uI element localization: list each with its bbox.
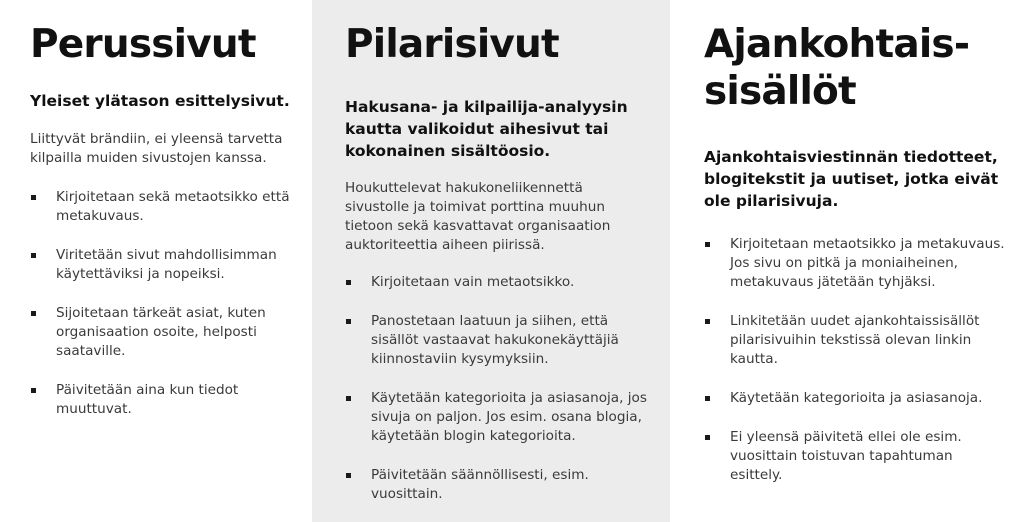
square-bullet-icon [31,253,36,258]
bullet-text: Päivitetään säännöllisesti, esim. vuosittain. [371,467,589,503]
bullet-text: Kirjoitetaan vain metaotsikko. [371,273,575,290]
square-bullet-icon [705,435,710,440]
square-bullet-icon [705,396,710,401]
bullet-item [345,466,648,504]
bullet-text: Käytetään kategorioita ja asiasanoja. [730,389,983,406]
column-title: Pilarisivut [345,22,559,67]
bullet-list [704,235,1006,485]
bullet-text: Kirjoitetaan metaotsikko ja metakuvaus. Jos sivu on pitkä ja moniaiheinen, metakuvaus jätetään tyhjäksi. [730,235,1005,290]
bullet-item [30,188,294,226]
bullet-item [704,312,1006,369]
bullet-list [345,273,648,504]
square-bullet-icon [705,242,710,247]
square-bullet-icon [346,319,351,324]
bullet-item [345,312,648,369]
square-bullet-icon [705,319,710,324]
square-bullet-icon [31,311,36,316]
bullet-text: Linkitetään uudet ajankohtaissisällöt pilarisivuihin tekstissä olevan linkin kautta. [730,312,980,367]
column-perussivut [0,0,312,522]
column-description: Houkuttelevat hakukoneliikennettä sivustolle ja toimivat porttina muuhun tietoon sekä kasvattavat organisaation auktoriteettia aiheen piirissä. [345,179,611,253]
bullet-text: Ei yleensä päivitetä ellei ole esim. vuosittain toistuvan tapahtuman esittely. [730,428,962,483]
bullet-text: Sijoitetaan tärkeät asiat, kuten organisaation osoite, helposti saataville. [56,304,266,360]
square-bullet-icon [31,388,36,393]
bullet-text: Käytetään kategorioita ja asiasanoja, jos sivuja on paljon. Jos esim. osana blogia, käytetään blogin kategorioita. [371,390,647,445]
column-pilarisivut [312,0,670,522]
bullet-item [345,273,648,292]
bullet-text: Kirjoitetaan sekä metaotsikko että metakuvaus. [56,188,290,224]
square-bullet-icon [346,473,351,478]
bullet-text: Panostetaan laatuun ja siihen, että sisällöt vastaavat hakukonekäyttäjiä kiinnostaviin kysymyksiin. [371,312,619,368]
column-ajankohtaissisallot [670,0,1024,522]
bullet-item [704,389,1006,408]
column-subtitle: Yleiset ylätason esittelysivut. [30,91,290,110]
square-bullet-icon [31,195,36,200]
bullet-text: Päivitetään aina kun tiedot muuttuvat. [56,382,239,418]
bullet-item [704,428,1006,485]
column-subtitle: Ajankohtaisviestinnän tiedotteet, blogitekstit ja uutiset, jotka eivät ole pilarisivuja. [704,147,999,210]
bullet-text: Viritetään sivut mahdollisimman käytettäviksi ja nopeiksi. [56,246,277,282]
square-bullet-icon [346,396,351,401]
bullet-item [704,235,1006,292]
bullet-item [345,389,648,446]
column-subtitle: Hakusana- ja kilpailija-analyysin kautta valikoidut aihesivut tai kokonainen sisältöosio. [345,97,628,160]
column-title: Ajankohtais- sisällöt [704,22,970,114]
column-title: Perussivut [30,22,256,67]
bullet-list [30,188,294,419]
square-bullet-icon [346,280,351,285]
column-description: Liittyvät brändiin, ei yleensä tarvetta kilpailla muiden sivustojen kanssa. [30,130,283,166]
bullet-item [30,381,294,419]
bullet-item [30,246,294,284]
bullet-item [30,304,294,361]
